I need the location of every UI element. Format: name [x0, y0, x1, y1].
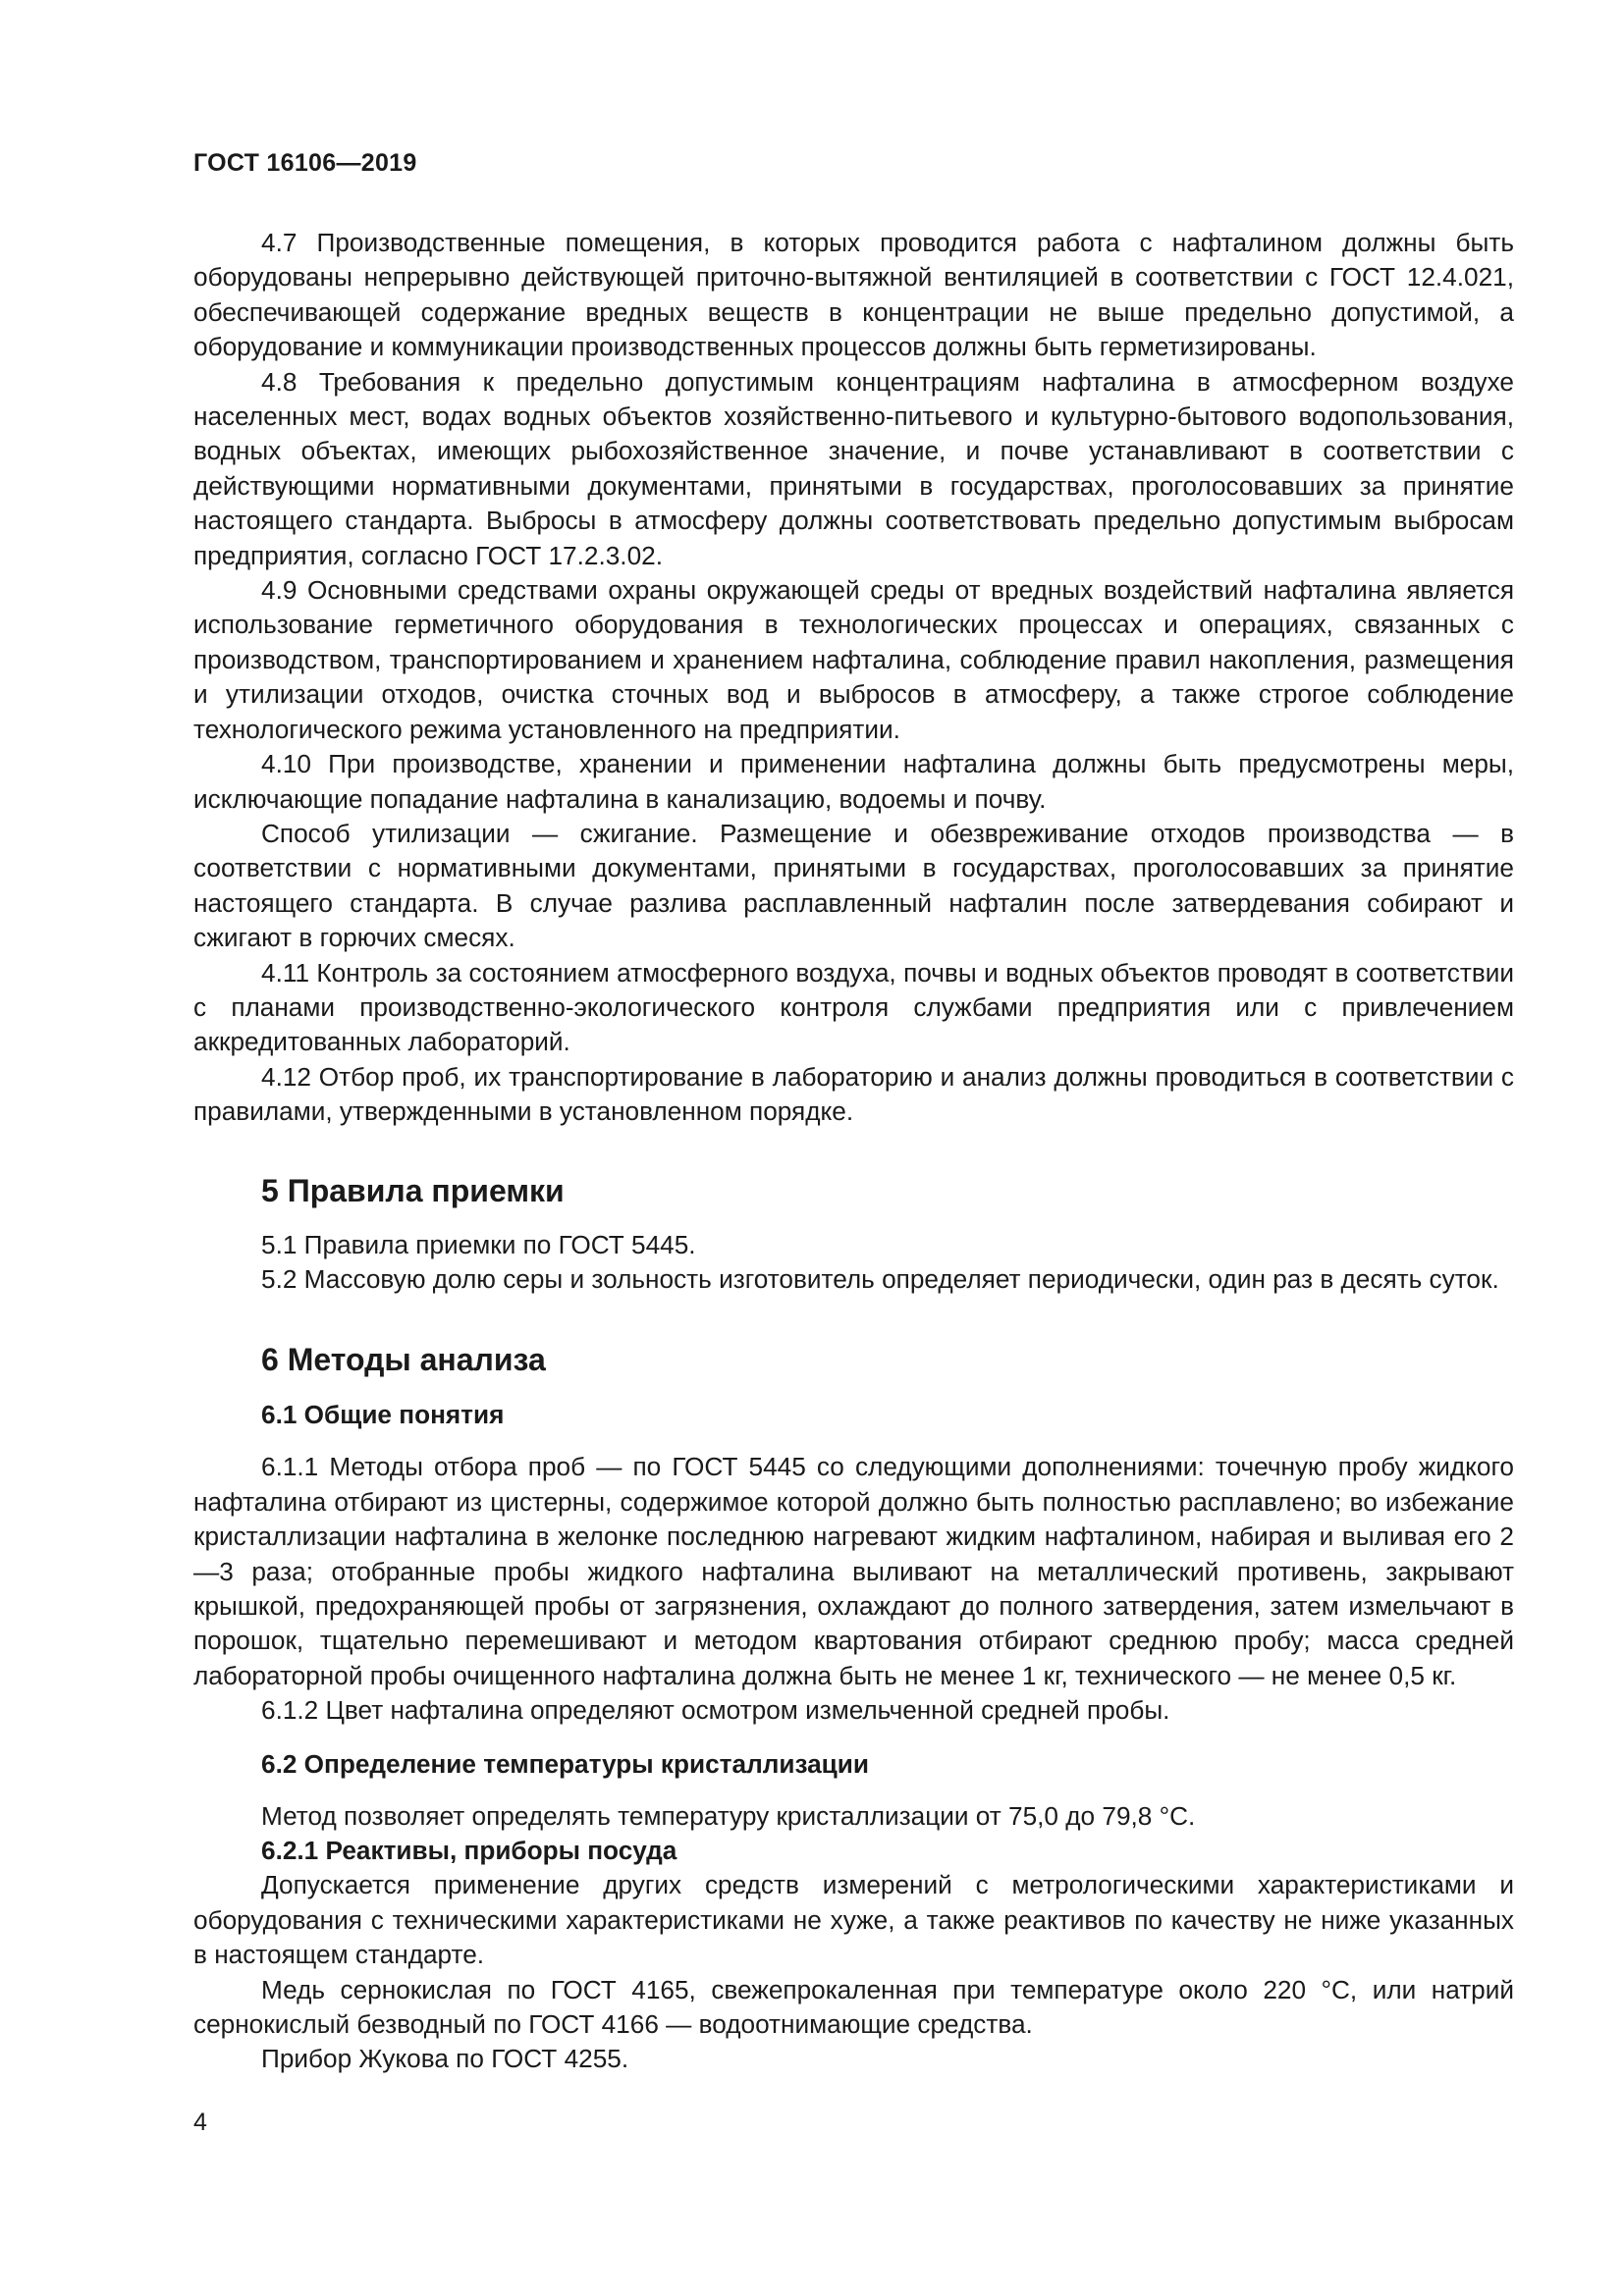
document-code: ГОСТ 16106—2019	[193, 149, 417, 177]
section-6-heading: 6 Методы анализа	[261, 1342, 546, 1378]
subsection-6-1-heading: 6.1 Общие понятия	[261, 1400, 505, 1430]
paragraph-4-9: 4.9 Основными средствами охраны окружающей среды от вредных воздействий нафталина является использование герметичного оборудования в технологических процессах и операциях, связанных с производством, транспортированием и хранением нафталина, соблюдение правил накопления, размещения и утилизации отходов, очистка сточных вод и выбросов в атмосферу, а также строгое соблюдение технологического режима установленного на предприятии.	[193, 575, 1514, 744]
paragraph-5-1: 5.1 Правила приемки по ГОСТ 5445.	[261, 1229, 696, 1259]
page-number: 4	[193, 2109, 207, 2136]
paragraph-6-2-1-a: Допускается применение других средств измерений с метрологическими характеристиками и оборудования с техническими характеристиками не хуже, а также реактивов по качеству не ниже указанных в настоящем стандарте.	[193, 1870, 1514, 1970]
document-body	[193, 226, 1514, 2077]
section-5-heading: 5 Правила приемки	[261, 1172, 565, 1208]
paragraph-6-2-1-c: Прибор Жукова по ГОСТ 4255.	[261, 2044, 629, 2074]
paragraph-6-2-intro: Метод позволяет определять температуру кристаллизации от 75,0 до 79,8 °С.	[261, 1800, 1196, 1831]
paragraph-4-10: 4.10 При производстве, хранении и применении нафталина должны быть предусмотрены меры, исключающие попадание нафталина в канализацию, водоемы и почву.	[193, 749, 1514, 814]
subsection-6-2-1-heading: 6.2.1 Реактивы, приборы посуда	[261, 1836, 677, 1866]
subsection-6-2-heading: 6.2 Определение температуры кристаллизации	[261, 1748, 869, 1779]
paragraph-4-7: 4.7 Производственные помещения, в которых проводится работа с нафталином должны быть оборудованы непрерывно действующей приточно-вытяжной вентиляцией в соответствии с ГОСТ 12.4.021, обеспечивающей содержание вредных веществ в концентрации не выше предельно допустимой, а оборудование и коммуникации производственных процессов должны быть герметизированы.	[193, 228, 1514, 362]
paragraph-4-12: 4.12 Отбор проб, их транспортирование в лабораторию и анализ должны проводиться в соответствии с правилами, утвержденными в установленном порядке.	[193, 1061, 1514, 1127]
paragraph-disposal: Способ утилизации — сжигание. Размещение и обезвреживание отходов производства — в соответствии с нормативными документами, принятыми в государствах, проголосовавших за принятие настоящего стандарта. В случае разлива расплавленный нафталин после затвердевания собирают и сжигают в горючих смесях.	[193, 818, 1514, 953]
paragraph-6-1-1: 6.1.1 Методы отбора проб — по ГОСТ 5445 со следующими дополнениями: точечную пробу жидкого нафталина отбирают из цистерны, содержимое которой должно быть полностью расплавлено; во избежание кристаллизации нафталина в желонке последнюю нагревают жидким нафталином, набирая и выливая его 2—3 раза; отобранные пробы жидкого нафталина выливают на металлический противень, закрывают крышкой, предохраняющей пробы от загрязнения, охлаждают до полного затвердения, затем измельчают в порошок, тщательно перемешивают и методом квартования отбирают среднюю пробу; масса средней лабораторной пробы очищенного нафталина должна быть не менее 1 кг, технического — не менее 0,5 кг.	[193, 1452, 1514, 1690]
paragraph-4-8: 4.8 Требования к предельно допустимым концентрациям нафталина в атмосферном воздухе населенных мест, водах водных объектов хозяйственно-питьевого и культурно-бытового водопользования, водных объектах, имеющих рыбохозяйственное значение, и почве устанавливают в соответствии с действующими нормативными документами, принятыми в государствах, проголосовавших за принятие настоящего стандарта. Выбросы в атмосферу должны соответствовать предельно допустимым выбросам предприятия, согласно ГОСТ 17.2.3.02.	[193, 366, 1514, 570]
paragraph-4-11: 4.11 Контроль за состоянием атмосферного воздуха, почвы и водных объектов проводят в соответствии с планами производственно-экологического контроля службами предприятия или с привлечением аккредитованных лабораторий.	[193, 957, 1514, 1057]
paragraph-6-2-1-b: Медь сернокислая по ГОСТ 4165, свежепрокаленная при температуре около 220 °С, или натрий сернокислый безводный по ГОСТ 4166 — водоотнимающие средства.	[193, 1974, 1514, 2040]
paragraph-5-2: 5.2 Массовую долю серы и зольность изготовитель определяет периодически, один раз в десять суток.	[261, 1263, 1499, 1294]
paragraph-6-1-2: 6.1.2 Цвет нафталина определяют осмотром измельченной средней пробы.	[261, 1695, 1170, 1726]
